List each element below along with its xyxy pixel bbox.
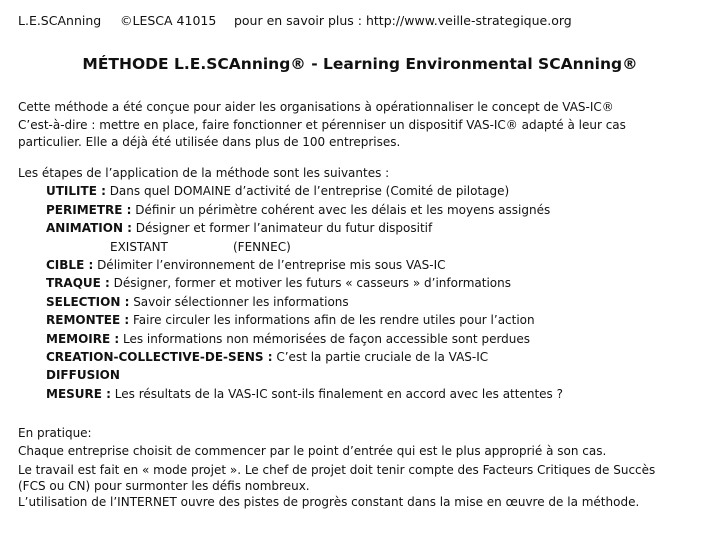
practice-heading: En pratique:: [18, 426, 92, 440]
header-website: pour en savoir plus : http://www.veille-strategique.org: [233, 13, 572, 28]
steps-intro: Les étapes de l’application de la méthode sont les suivantes :: [18, 166, 390, 180]
step-item: [18, 293, 698, 311]
step-item: [18, 201, 698, 219]
step-item: [18, 330, 698, 348]
step-term: MEMOIRE :: [46, 331, 120, 346]
step-text: Les résultats de la VAS-IC sont-ils finalement en accord avec les attentes ?: [110, 386, 563, 401]
step-item: [18, 366, 698, 384]
step-text: Faire circuler les informations afin de les rendre utiles pour l’action: [129, 313, 535, 328]
step-term: UTILITE :: [46, 184, 106, 199]
practice-line: Chaque entreprise choisit de commencer par le point d’entrée qui est le plus approprié à son cas.: [18, 444, 607, 459]
practice-line: Le travail est fait en « mode projet ». Le chef de projet doit tenir compte des Facteurs Critiques de Succès: [18, 462, 656, 477]
step-term: REMONTEE :: [46, 313, 130, 328]
step-subitem: [18, 238, 698, 256]
step-term: PERIMETRE :: [46, 202, 132, 217]
step-term: ANIMATION :: [46, 221, 132, 236]
steps-section: [18, 164, 698, 403]
header-app-name: L.E.SCAnning: [18, 13, 102, 28]
step-text: Définir un périmètre cohérent avec les délais et les moyens assignés: [131, 202, 551, 217]
practice-paragraph: [18, 461, 698, 493]
step-item: [18, 182, 698, 200]
step-text: C’est la partie cruciale de la VAS-IC: [272, 350, 489, 365]
step-item: [18, 219, 698, 237]
step-text: Les informations non mémorisées de façon accessible sont perdues: [119, 331, 531, 346]
intro-paragraph: [18, 116, 698, 148]
step-text: Désigner et former l’animateur du futur dispositif: [131, 221, 433, 236]
step-item: [18, 256, 698, 274]
step-item: [18, 348, 698, 366]
step-text: Dans quel DOMAINE d’activité de l’entreprise (Comité de pilotage): [105, 184, 510, 199]
practice-line: L’utilisation de l’INTERNET ouvre des pistes de progrès constant dans la mise en œuvre de la méthode.: [18, 495, 640, 510]
header: [18, 13, 572, 28]
header-copyright: ©LESCA 41015: [119, 13, 217, 28]
practice-line-continued: (FCS ou CN) pour surmonter les défis nombreux.: [18, 479, 310, 494]
step-term: CREATION-COLLECTIVE-DE-SENS :: [46, 350, 273, 365]
intro-line: C’est-à-dire : mettre en place, faire fonctionner et pérenniser un dispositif VAS-IC® adapté à leur cas: [18, 118, 626, 133]
step-text: Savoir sélectionner les informations: [129, 294, 349, 309]
step-term: MESURE :: [46, 386, 111, 401]
intro-line: Cette méthode a été conçue pour aider les organisations à opérationnaliser le concept de VAS-IC®: [18, 100, 614, 114]
step-term: TRAQUE :: [46, 276, 110, 291]
step-term: DIFFUSION: [46, 368, 120, 383]
step-item: [18, 385, 698, 403]
fennec-label: (FENNEC): [233, 239, 291, 254]
page-title: MÉTHODE L.E.SCAnning® - Learning Environmental SCAnning®: [82, 55, 638, 73]
step-term: CIBLE :: [46, 258, 94, 273]
step-item: [18, 274, 698, 292]
intro-line-continued: particulier. Elle a déjà été utilisée dans plus de 100 entreprises.: [18, 134, 401, 149]
intro-section: [18, 98, 698, 149]
step-text: Désigner, former et motiver les futurs « casseurs » d’informations: [109, 276, 511, 291]
step-term: SELECTION :: [46, 294, 130, 309]
existing-label: EXISTANT: [110, 239, 168, 254]
step-text: Délimiter l’environnement de l’entreprise mis sous VAS-IC: [93, 258, 446, 273]
steps-list: [18, 182, 698, 403]
step-item: [18, 311, 698, 329]
practice-section: [18, 424, 698, 512]
